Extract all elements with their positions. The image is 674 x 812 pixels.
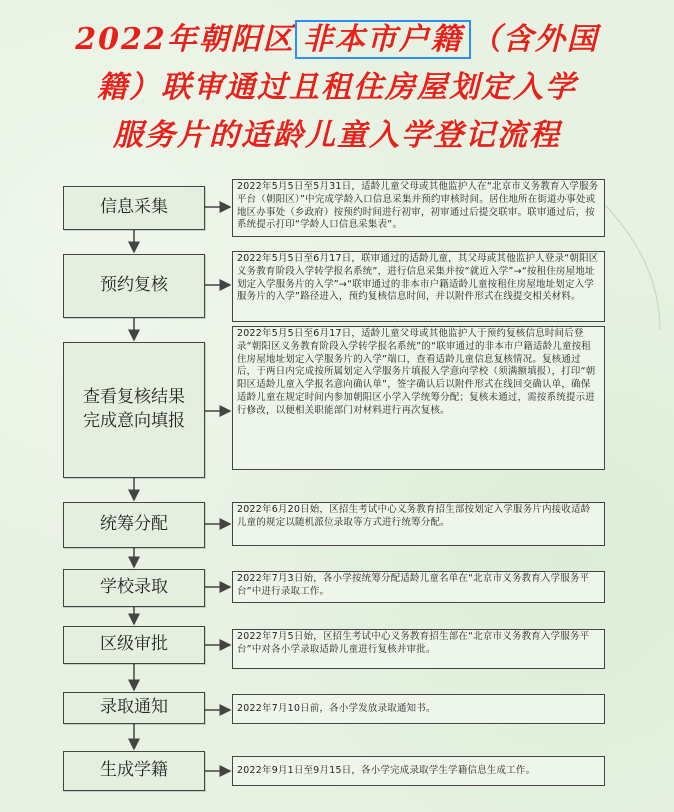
title-prefix: 2022年朝阳区 — [75, 22, 295, 57]
step-coordinated-allocation-desc: 2022年6月20日始，区招生考试中心义务教育招生部按划定入学服务片内接收适龄儿童的规定以随机派位录取等方式进行统筹分配。 — [232, 502, 605, 546]
step-appointment-review: 预约复核 — [63, 254, 205, 318]
step-school-admission: 学校录取 — [63, 569, 205, 607]
title-line-2: 籍）联审通过且租住房屋划定入学 — [97, 70, 577, 105]
title-highlight: 非本市户籍 — [295, 20, 471, 59]
step-coordinated-allocation: 统筹分配 — [63, 502, 205, 548]
step-school-admission-desc: 2022年7月3日始，各小学按统筹分配适龄儿童名单在“北京市义务教育入学服务平台”中进行录取工作。 — [232, 571, 605, 603]
step-student-registry: 生成学籍 — [63, 751, 205, 791]
step-check-result — [63, 342, 205, 478]
step-check-result-line1: 查看复核结果 — [83, 387, 185, 408]
step-district-approval-desc: 2022年7月5日始，区招生考试中心义务教育招生部在“北京市义务教育入学服务平台”中对各小学录取适龄儿童进行复核并审批。 — [232, 629, 605, 669]
step-admission-notice: 录取通知 — [63, 692, 205, 724]
step-appointment-review-desc: 2022年5月5日至6月17日，联审通过的适龄儿童，其父母或其他监护人登录“朝阳区义务教育阶段入学转学报名系统”，进行信息采集并按“就近入学”→“按租住房屋地址划定入学服务片的入学”→“联审通过的非本市户籍适龄儿童按租住房屋地址划定入学服务片的入学”路径进入，预约复核信息时间，并以附件形式在线提交相关材料。 — [232, 251, 605, 322]
step-district-approval: 区级审批 — [63, 626, 205, 664]
step-admission-notice-desc: 2022年7月10日前，各小学发放录取通知书。 — [232, 694, 605, 724]
step-info-collection: 信息采集 — [63, 186, 205, 230]
decorative-curve — [600, 200, 660, 330]
step-student-registry-desc: 2022年9月1日至9月15日，各小学完成录取学生学籍信息生成工作。 — [232, 756, 605, 786]
step-info-collection-desc: 2022年5月5日至5月31日，适龄儿童父母或其他监护人在“北京市义务教育入学服务平台（朝阳区）”中完成学龄入口信息采集并预约审核时间。居住地所在街道办事处或地区办事处（乡政府）按预约时间进行初审，初审通过后提交联审。联审通过后，按系统提示打印“学龄人口信息采集表”。 — [232, 179, 605, 237]
step-check-result-desc: 2022年5月5日至6月17日，适龄儿童父母或其他监护人于预约复核信息时间后登录“朝阳区义务教育阶段入学转学报名系统”的“联审通过的非本市户籍适龄儿童按租住房屋地址划定入学服务片的入学”端口，查看适龄儿童信息复核情况。复核通过后，于两日内完成按所属划定入学服务片填报入学意向学校（须满额填报），打印“朝阳区适龄儿童入学报名意向确认单”，签字确认后以附件形式在线回交确认单，确保适龄儿童在规定时间内参加朝阳区小学入学统筹分配；复核未通过，需按系统提示进行修改，以便相关职能部门对材料进行再次复核。 — [232, 326, 605, 470]
title-suffix: （含外国 — [470, 22, 599, 57]
step-check-result-line2: 完成意向填报 — [83, 411, 185, 431]
title-line-3: 服务片的适龄儿童入学登记流程 — [113, 118, 561, 153]
